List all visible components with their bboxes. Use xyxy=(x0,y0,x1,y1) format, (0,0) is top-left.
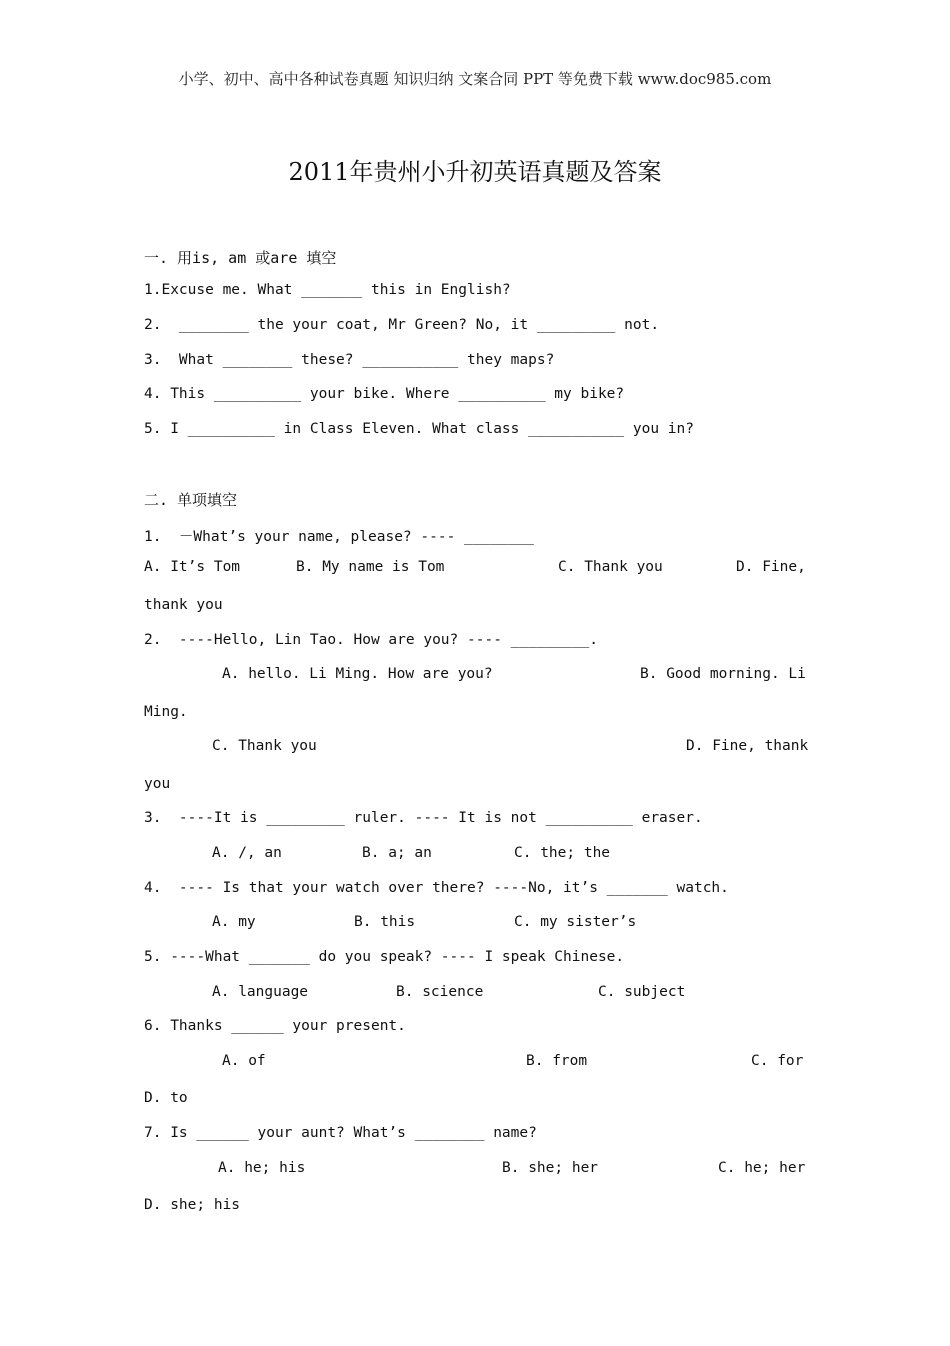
section1-heading: 一. 用is, am 或are 填空 xyxy=(144,249,337,267)
s2-q2-option-b-cont: Ming. xyxy=(144,704,188,720)
s2-q2-option-b: B. Good morning. Li xyxy=(640,666,806,682)
s2-q1-option-d: D. Fine, xyxy=(736,559,806,575)
s2-q7-option-d: D. she; his xyxy=(144,1197,241,1213)
s2-q2-option-c: C. Thank you xyxy=(212,738,317,754)
s2-q1-stem: 1. －What’s your name, please? ---- ________ xyxy=(144,529,534,545)
s2-q7-option-a: A. he; his xyxy=(218,1160,306,1176)
s2-q4-option-c: C. my sister’s xyxy=(514,914,637,930)
s1-question-4: 4. This __________ your bike. Where __________ my bike? xyxy=(144,386,625,402)
s2-q5-option-c: C. subject xyxy=(598,984,686,1000)
s1-question-1: 1.Excuse me. What _______ this in English? xyxy=(144,282,511,298)
s2-q6-stem: 6. Thanks ______ your present. xyxy=(144,1018,406,1034)
s2-q1-option-c: C. Thank you xyxy=(558,559,663,575)
s1-question-3: 3. What ________ these? ___________ they maps? xyxy=(144,352,555,368)
page-title: 2011年贵州小升初英语真题及答案 xyxy=(288,158,662,186)
s2-q3-option-b: B. a; an xyxy=(362,845,432,861)
s2-q2-option-d: D. Fine, thank xyxy=(686,738,809,754)
s2-q2-stem: 2. ----Hello, Lin Tao. How are you? ---- _________. xyxy=(144,632,598,648)
s1-question-2: 2. ________ the your coat, Mr Green? No, it _________ not. xyxy=(144,317,660,333)
s2-q5-option-b: B. science xyxy=(396,984,484,1000)
s2-q3-option-a: A. /, an xyxy=(212,845,282,861)
s2-q6-option-d: D. to xyxy=(144,1090,188,1106)
s2-q6-option-b: B. from xyxy=(526,1053,588,1069)
s2-q7-option-c: C. he; her xyxy=(718,1160,806,1176)
s2-q1-option-a: A. It’s Tom xyxy=(144,559,241,575)
s2-q3-option-c: C. the; the xyxy=(514,845,611,861)
s2-q1-option-b: B. My name is Tom xyxy=(296,559,445,575)
s2-q2-option-d-cont: you xyxy=(144,776,171,792)
s2-q6-option-a: A. of xyxy=(222,1053,266,1069)
s2-q5-stem: 5. ----What _______ do you speak? ---- I speak Chinese. xyxy=(144,949,625,965)
header-banner: 小学、初中、高中各种试卷真题 知识归纳 文案合同 PPT 等免费下载 www.doc985.com xyxy=(178,70,772,88)
s2-q4-option-a: A. my xyxy=(212,914,256,930)
s2-q4-option-b: B. this xyxy=(354,914,416,930)
s1-question-5: 5. I __________ in Class Eleven. What class ___________ you in? xyxy=(144,421,694,437)
s2-q1-option-d-cont: thank you xyxy=(144,597,223,613)
s2-q7-stem: 7. Is ______ your aunt? What’s ________ name? xyxy=(144,1125,537,1141)
s2-q6-option-c: C. for xyxy=(751,1053,804,1069)
s2-q5-option-a: A. language xyxy=(212,984,309,1000)
s2-q2-option-a: A. hello. Li Ming. How are you? xyxy=(222,666,493,682)
section2-heading: 二. 单项填空 xyxy=(144,491,238,509)
s2-q3-stem: 3. ----It is _________ ruler. ---- It is not __________ eraser. xyxy=(144,810,703,826)
s2-q7-option-b: B. she; her xyxy=(502,1160,599,1176)
s2-q4-stem: 4. ---- Is that your watch over there? ----No, it’s _______ watch. xyxy=(144,880,729,896)
